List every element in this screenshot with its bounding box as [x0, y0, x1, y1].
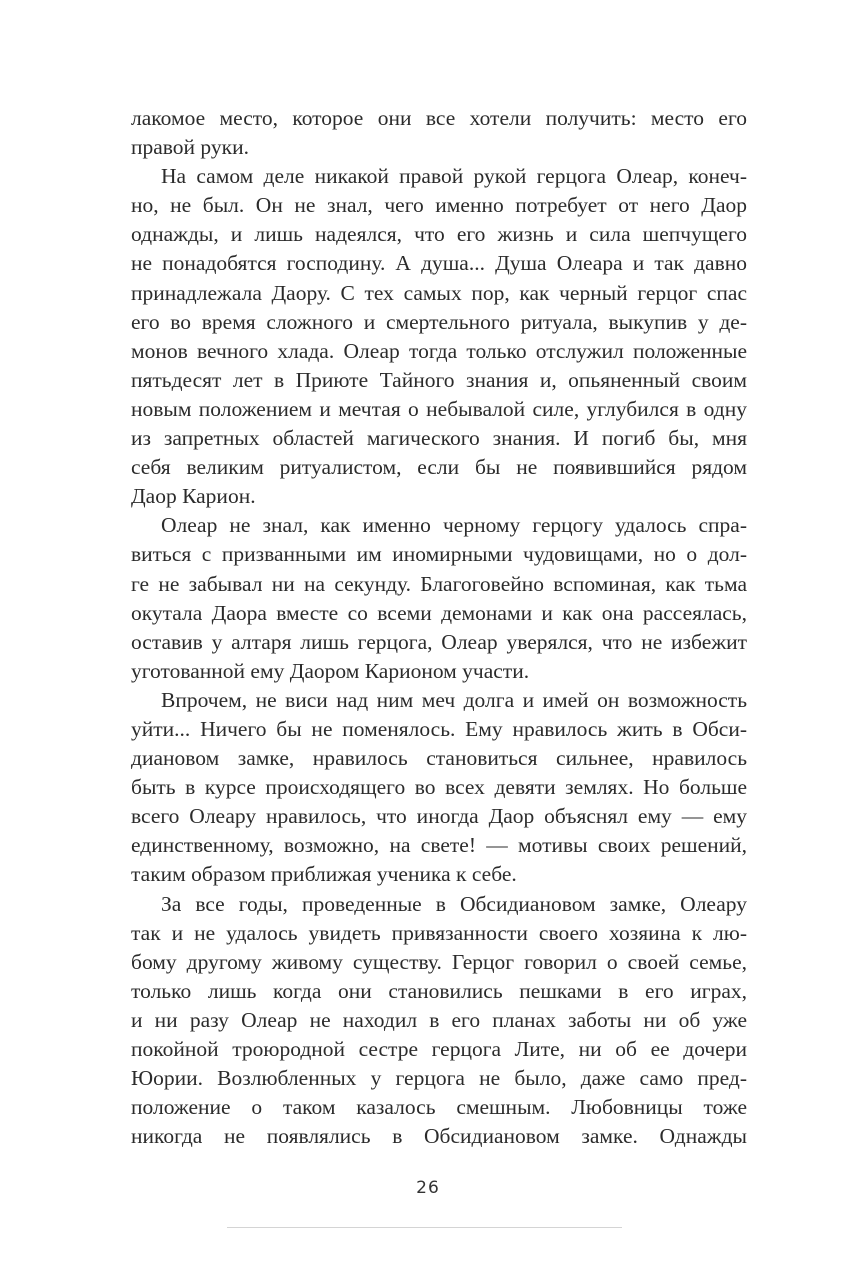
text-line: только лишь когда они становились пешками в его играх, [131, 978, 747, 1003]
text-line: всего Олеару нравилось, что иногда Даор объяснял ему — ему [131, 804, 747, 829]
text-line: Юории. Возлюбленных у герцога не было, даже само пред- [131, 1066, 747, 1091]
text-line: никогда не появлялись в Обсидиановом замке. Однажды [131, 1124, 747, 1149]
text-line: оставив у алтаря лишь герцога, Олеар уверялся, что не избежит [131, 629, 747, 654]
text-line: положение о таком казалось смешным. Любовницы тоже [131, 1095, 747, 1120]
text-line: виться с призванными им иномирными чудовищами, но о дол- [131, 542, 747, 567]
text-line: На самом деле никакой правой рукой герцога Олеар, конеч- [161, 164, 747, 189]
text-line: уготованной ему Даором Карионом участи. [131, 658, 530, 683]
text-line: его во время сложного и смертельного ритуала, выкупив у де- [131, 309, 747, 334]
text-line: себя великим ритуалистом, если бы не появившийся рядом [131, 455, 747, 480]
text-line: таким образом приближая ученика к себе. [131, 862, 517, 887]
text-line: так и не удалось увидеть привязанности своего хозяина к лю- [131, 920, 747, 945]
text-line: бому другому живому существу. Герцог говорил о своей семье, [131, 949, 747, 974]
text-line: единственному, возможно, на свете! — мотивы своих решений, [131, 833, 747, 858]
text-line: диановом замке, нравилось становиться сильнее, нравилось [131, 746, 747, 771]
text-line: пятьдесят лет в Приюте Тайного знания и, опьяненный своим [131, 367, 747, 392]
text-line: За все годы, проведенные в Обсидиановом замке, Олеару [161, 891, 747, 916]
text-line: правой руки. [131, 135, 249, 160]
text-line: уйти... Ничего бы не поменялось. Ему нравилось жить в Обси- [131, 716, 747, 741]
text-line: покойной троюродной сестре герцога Лите, ни об ее дочери [131, 1037, 747, 1061]
text-line: ге не забывал ни на секунду. Благоговейно вспоминая, как тьма [131, 571, 747, 596]
text-line: лакомое место, которое они все хотели получить: место его [131, 106, 747, 130]
text-line: Впрочем, не виси над ним меч долга и имей он возможность [161, 687, 747, 712]
text-line: новым положением и мечтая о небывалой силе, углубился в одну [131, 396, 747, 421]
text-line: и ни разу Олеар не находил в его планах заботы ни об уже [131, 1007, 747, 1032]
footer-divider [227, 1227, 622, 1228]
text-line: Даор Карион. [131, 484, 256, 509]
text-line: быть в курсе происходящего во всех девяти землях. Но больше [131, 775, 747, 800]
text-line: монов вечного хлада. Олеар тогда только отслужил положенные [131, 338, 747, 363]
text-line: не понадобятся господину. А душа... Душа Олеара и так давно [131, 251, 747, 276]
body-text [131, 104, 747, 1151]
text-line: из запретных областей магического знания. И погиб бы, мня [131, 426, 747, 451]
text-line: однажды, и лишь надеялся, что его жизнь и сила шепчущего [131, 222, 747, 247]
text-line: принадлежала Даору. С тех самых пор, как черный герцог спас [131, 280, 747, 305]
text-line: Олеар не знал, как именно черному герцогу удалось спра- [161, 513, 747, 538]
text-line: окутала Даора вместе со всеми демонами и как она рассеялась, [131, 600, 747, 625]
text-line: но, не был. Он не знал, чего именно потребует от него Даор [131, 193, 747, 218]
page-number: 26 [416, 1178, 440, 1198]
